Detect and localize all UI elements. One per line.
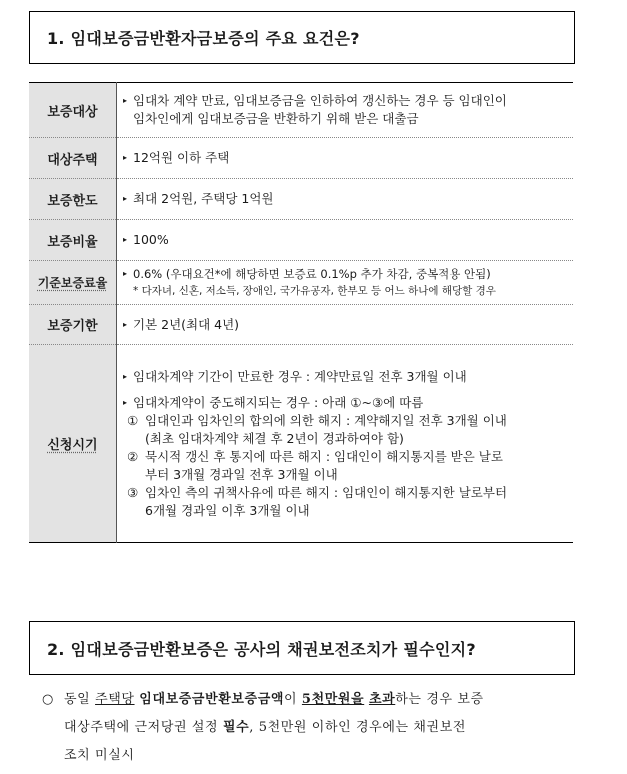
item-number: ① (127, 412, 139, 428)
text-run-bold: 임대보증금반환보증금액 (139, 692, 285, 707)
row-content (117, 138, 574, 179)
triangle-right-icon: ▸ (123, 235, 128, 244)
triangle-right-icon: ▸ (123, 397, 128, 407)
triangle-right-icon: ▸ (123, 269, 128, 278)
list-item (127, 448, 573, 484)
row-label-text: 보증대상 (47, 104, 98, 120)
row-label-application-timing (29, 345, 117, 543)
item-number: ③ (127, 484, 139, 500)
section-1-heading-box (29, 11, 575, 64)
table-row (29, 138, 573, 179)
row-label-text: 기준보증료율 (37, 276, 108, 290)
row-label-guarantee-period (29, 305, 117, 345)
text-run-bold: 초과 (368, 692, 396, 707)
table-row (29, 305, 573, 345)
table-row (29, 261, 573, 305)
row-content (117, 83, 574, 138)
item-text: 묵시적 갱신 후 통지에 따른 해지 : 임대인이 해지통지를 받은 날로 (145, 448, 503, 464)
table-row (29, 83, 573, 138)
text-run: 이 (284, 692, 302, 707)
row-content (117, 179, 574, 220)
paragraph-line-2 (42, 714, 582, 742)
row-content (117, 220, 574, 261)
row-text: 12억원 이하 주택 (133, 150, 230, 165)
row-label-text: 보증기한 (47, 319, 98, 334)
row-label-text: 보증한도 (47, 193, 98, 209)
row-text: 임대차 계약 만료, 임대보증금을 인하하여 갱신하는 경우 등 임대인이 (133, 93, 507, 108)
paragraph-line-1 (42, 686, 582, 714)
table-row (29, 220, 573, 261)
row-label-text: 보증비율 (47, 234, 98, 250)
text-run: 하는 경우 보증 (395, 692, 484, 707)
text-run: , 5천만원 이하인 경우에는 채권보전 (249, 720, 467, 735)
row-content (117, 261, 574, 305)
row-text: 임대차계약이 중도해지되는 경우 : 아래 ①~③에 따름 (133, 394, 424, 410)
row-label-text: 대상주택 (47, 152, 98, 168)
triangle-right-icon: ▸ (123, 153, 128, 162)
row-label-target-housing (29, 138, 117, 179)
section-1-title: 1. 임대보증금반환자금보증의 주요 요건은? (47, 29, 360, 48)
answer-paragraph (42, 686, 582, 770)
section-2-title: 2. 임대보증금반환보증은 공사의 채권보전조치가 필수인지? (47, 639, 477, 659)
text-run: 동일 (64, 692, 96, 707)
row-text: 임대차계약 기간이 만료한 경우 : 계약만료일 전후 3개월 이내 (133, 368, 467, 384)
item-text: 임차인 측의 귀책사유에 따른 해지 : 임대인이 해지통지한 날로부터 (145, 484, 508, 500)
paragraph-line-3: 조치 미실시 (64, 748, 135, 763)
item-text: 6개월 경과일 이후 3개월 이내 (145, 502, 310, 518)
item-number: ② (127, 448, 139, 464)
table-row (29, 345, 573, 543)
triangle-right-icon: ▸ (123, 371, 128, 381)
item-text: 임대인과 임차인의 합의에 의한 해지 : 계약해지일 전후 3개월 이내 (145, 412, 507, 428)
text-run-bold: 5천만원을 (301, 692, 365, 707)
row-label-guarantee-target (29, 83, 117, 138)
row-footnote: * 다자녀, 신혼, 저소득, 장애인, 국가유공자, 한부모 등 어느 하나에 해당할 경우 (133, 285, 496, 297)
circle-bullet-icon: ○ (42, 692, 54, 707)
row-text: 임차인에게 임대보증금을 반환하기 위해 받은 대출금 (133, 111, 419, 126)
list-item (127, 484, 573, 520)
triangle-right-icon: ▸ (123, 194, 128, 203)
row-label-guarantee-limit (29, 179, 117, 220)
text-run: 대상주택에 근저당권 설정 (64, 720, 223, 735)
row-text: 기본 2년(최대 4년) (133, 316, 240, 332)
section-2-heading-box (29, 621, 575, 675)
text-run: 주택당 (95, 692, 135, 707)
item-text: 부터 3개월 경과일 전후 3개월 이내 (145, 466, 338, 482)
list-item (127, 412, 573, 448)
requirements-table (29, 82, 573, 543)
triangle-right-icon: ▸ (123, 96, 128, 105)
item-text: (최초 임대차계약 체결 후 2년이 경과하여야 함) (145, 430, 404, 446)
row-label-guarantee-ratio (29, 220, 117, 261)
table-row (29, 179, 573, 220)
row-text: 100% (133, 232, 169, 247)
triangle-right-icon: ▸ (123, 319, 128, 329)
row-text: 0.6% (우대요건*에 해당하면 보증료 0.1%p 추가 차감, 중복적용 안됨) (133, 267, 491, 281)
row-label-text: 신청시기 (47, 438, 98, 453)
row-label-base-fee-rate (29, 261, 117, 305)
text-run-bold: 필수 (222, 720, 250, 735)
row-content (117, 345, 574, 543)
row-content (117, 305, 574, 345)
row-text: 최대 2억원, 주택당 1억원 (133, 191, 274, 206)
